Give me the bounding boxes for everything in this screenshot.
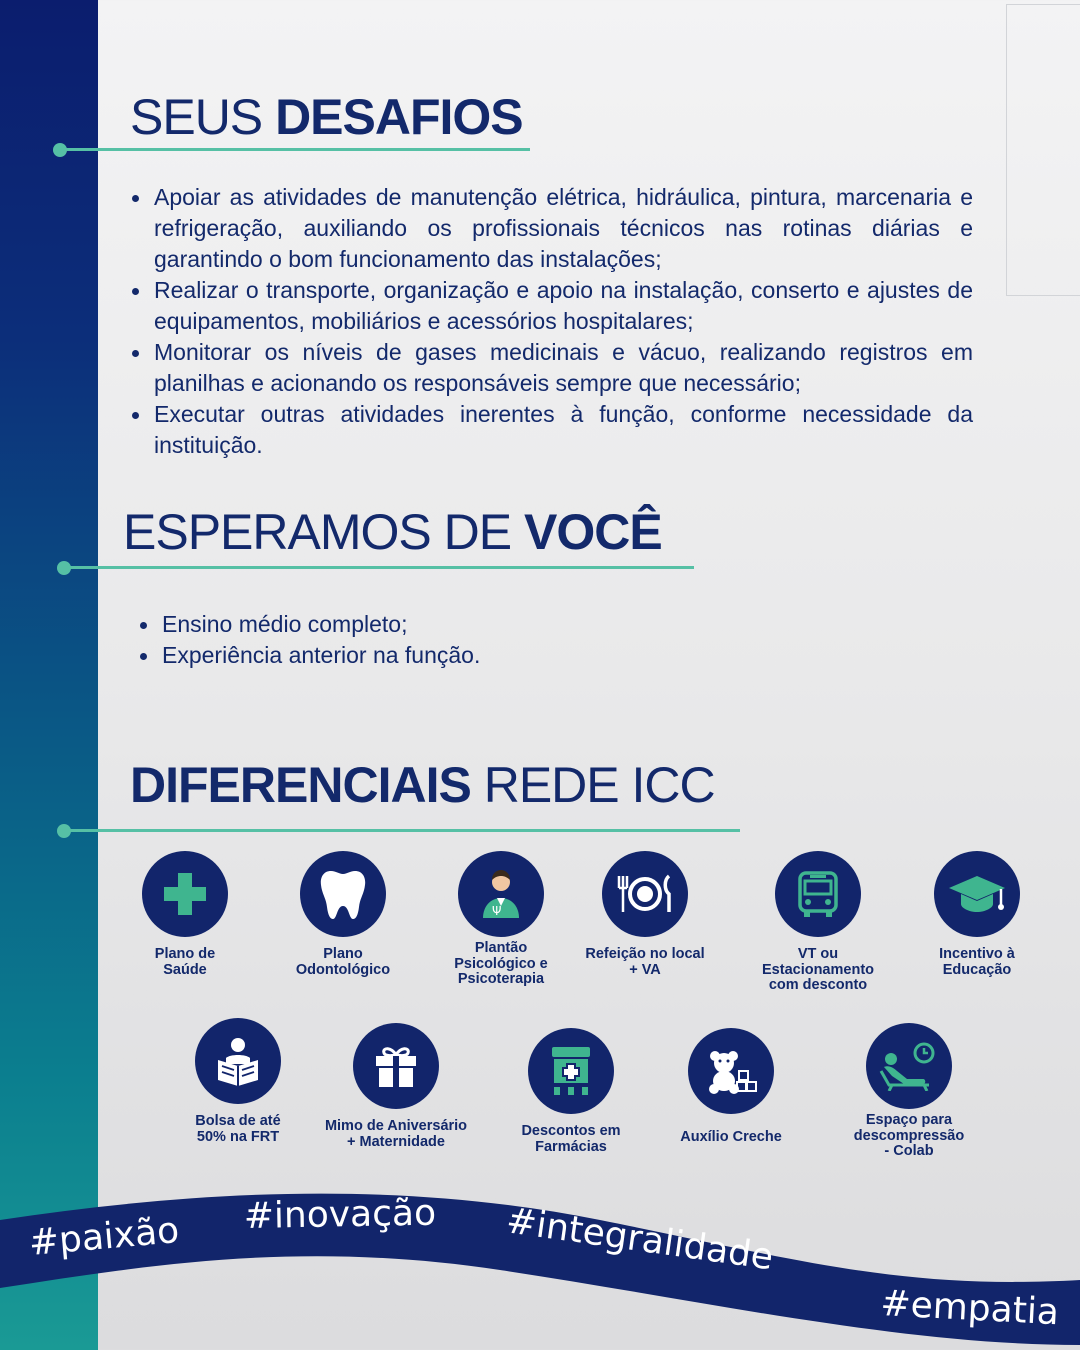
benefit-bolsa-frt (153, 1018, 323, 1145)
benefit-mimo (311, 1023, 481, 1150)
title-underline (64, 829, 740, 832)
benefit-label: Plano (323, 946, 363, 962)
benefit-label: - Colab (884, 1143, 934, 1159)
reading-person-icon (195, 1018, 281, 1104)
plate-cutlery-icon (602, 851, 688, 937)
pharmacy-icon (528, 1028, 614, 1114)
graduation-cap-icon (934, 851, 1020, 937)
benefit-label: Plantão (474, 940, 528, 956)
hashtag-empatia: #empatia (879, 1283, 1060, 1334)
benefit-label: Farmácias (535, 1138, 607, 1155)
desafios-list (130, 182, 973, 461)
benefit-label: Educação (942, 961, 1012, 978)
esperamos-title (123, 503, 662, 561)
benefit-label: com desconto (768, 977, 868, 993)
list-item: Realizar o transporte, organização e apoio na instalação, conserto e ajustes de equipamentos, mobiliários e acessórios hospitalares; (130, 275, 973, 337)
title-underline (64, 566, 694, 569)
list-item: Monitorar os níveis de gases medicinais e vácuo, realizando registros em planilhas e acionando os responsáveis sempre que necessário; (130, 337, 973, 399)
benefit-label: descompressão (853, 1127, 965, 1144)
benefit-label: Plano de (154, 946, 216, 962)
benefit-label: Incentivo à (939, 946, 1015, 962)
hashtag-paixao: #paixão (27, 1210, 181, 1264)
benefit-label: Psicoterapia (457, 971, 545, 987)
desafios-title (130, 88, 523, 146)
benefit-label: Psicológico e (454, 955, 548, 972)
list-item: Experiência anterior na função. (138, 640, 838, 671)
medical-cross-icon (142, 851, 228, 937)
hashtag-integralidade: #integralidade (503, 1200, 776, 1279)
title-bold: DIFERENCIAIS (130, 757, 471, 813)
teddy-bear-icon (688, 1028, 774, 1114)
benefit-label: Estacionamento (762, 961, 874, 978)
benefit-label: Mimo de Aniversário (324, 1118, 468, 1134)
diferenciais-title (130, 756, 715, 814)
esperamos-list (138, 609, 838, 671)
benefit-label: Auxílio Creche (680, 1129, 782, 1145)
bus-icon (775, 851, 861, 937)
benefit-label: 50% na FRT (196, 1128, 280, 1145)
list-item: Ensino médio completo; (138, 609, 838, 640)
benefit-label: + Maternidade (347, 1133, 445, 1150)
svg-text:Ψ: Ψ (492, 904, 502, 918)
list-item: Executar outras atividades inerentes à função, conforme necessidade da instituição. (130, 399, 973, 461)
gift-icon (353, 1023, 439, 1109)
benefit-label: + VA (629, 961, 661, 978)
benefit-label: VT ou (797, 946, 839, 962)
hashtag-inovacao: #inovação (243, 1192, 437, 1237)
left-gradient-bar (0, 0, 98, 1350)
benefit-label: Refeição no local (585, 946, 705, 962)
title-underline (60, 148, 530, 151)
relaxing-person-icon (866, 1023, 952, 1109)
hashtag-ribbon (0, 1170, 1080, 1350)
decorative-frame (1006, 4, 1080, 296)
benefit-plano-odontologico (258, 851, 428, 978)
benefit-incentivo-educacao (892, 851, 1062, 978)
benefit-label: Odontológico (295, 961, 391, 978)
benefit-refeicao (560, 851, 730, 978)
title-light: REDE ICC (470, 757, 715, 813)
benefit-label: Espaço para (865, 1112, 953, 1128)
benefit-label: Saúde (163, 961, 207, 978)
psychologist-icon (458, 851, 544, 937)
title-bold: VOCÊ (524, 504, 662, 560)
benefit-plano-saude (100, 851, 270, 978)
benefit-label: Descontos em (521, 1123, 621, 1139)
title-light: ESPERAMOS DE (123, 504, 524, 560)
benefit-vt (733, 851, 903, 994)
benefit-auxilio-creche (646, 1028, 816, 1146)
tooth-icon (300, 851, 386, 937)
benefit-espaco-descompressao (824, 1023, 994, 1160)
benefit-farmacias (486, 1028, 656, 1155)
list-item: Apoiar as atividades de manutenção elétrica, hidráulica, pintura, marcenaria e refrigeração, auxiliando os profissionais técnicos nas rotinas diárias e garantindo o bom funcionamento das instalações; (130, 182, 973, 275)
benefit-label: Bolsa de até (195, 1113, 281, 1129)
title-bold: DESAFIOS (275, 89, 523, 145)
title-light: SEUS (130, 89, 276, 145)
